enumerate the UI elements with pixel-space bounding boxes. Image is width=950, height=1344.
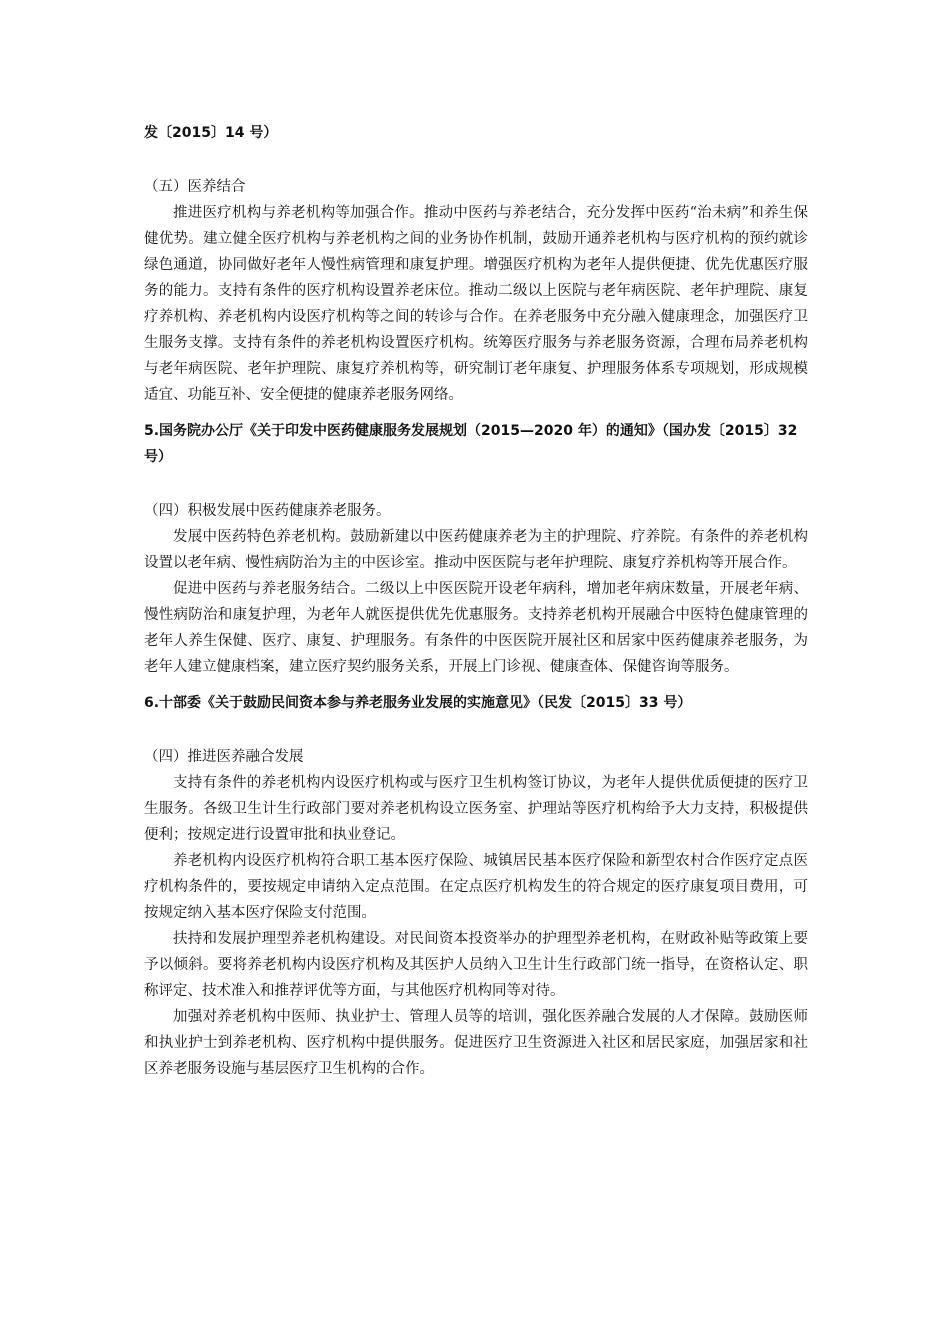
paragraph: 支持有条件的养老机构内设医疗机构或与医疗卫生机构签订协议，为老年人提供优质便捷的医疗卫生服务。各级卫生计生行政部门要对养老机构设立医务室、护理站等医疗机构给予大力支持，积极提供便利；按规定进行设置审批和执业登记。 bbox=[144, 775, 808, 843]
spacer bbox=[144, 408, 808, 418]
document-page bbox=[144, 120, 808, 1082]
section-heading: 发〔2015〕14 号） bbox=[144, 125, 278, 141]
spacer bbox=[144, 680, 808, 690]
sub-heading: （四）积极发展中医药健康养老服务。 bbox=[144, 503, 391, 519]
sub-heading: （五）医养结合 bbox=[144, 179, 246, 195]
paragraph: 扶持和发展护理型养老机构建设。对民间资本投资举办的护理型养老机构，在财政补贴等政策上要予以倾斜。要将养老机构内设医疗机构及其医护人员纳入卫生计生行政部门统一指导，在资格认定、职称评定、技术准入和推荐评优等方面，与其他医疗机构同等对待。 bbox=[144, 931, 808, 999]
paragraph: 发展中医药特色养老机构。鼓励新建以中医药健康养老为主的护理院、疗养院。有条件的养老机构设置以老年病、慢性病防治为主的中医诊室。推动中医医院与老年护理院、康复疗养机构等开展合作。 bbox=[144, 529, 808, 571]
paragraph: 加强对养老机构中医师、执业护士、管理人员等的培训，强化医养融合发展的人才保障。鼓励医师和执业护士到养老机构、医疗机构中提供服务。促进医疗卫生资源进入社区和居民家庭，加强居家和社区养老服务设施与基层医疗卫生机构的合作。 bbox=[144, 1009, 808, 1077]
spacer bbox=[144, 470, 808, 498]
paragraph: 促进中医药与养老服务结合。二级以上中医医院开设老年病科，增加老年病床数量，开展老年病、慢性病防治和康复护理，为老年人就医提供优先优惠服务。支持养老机构开展融合中医特色健康管理的老年人养生保健、医疗、康复、护理服务。有条件的中医医院开展社区和居家中医药健康养老服务，为老年人建立健康档案，建立医疗契约服务关系，开展上门诊视、健康查体、保健咨询等服务。 bbox=[144, 581, 808, 675]
paragraph: 推进医疗机构与养老机构等加强合作。推动中医药与养老结合，充分发挥中医药“治未病”和养生保健优势。建立健全医疗机构与养老机构之间的业务协作机制，鼓励开通养老机构与医疗机构的预约就诊绿色通道，协同做好老年人慢性病管理和康复护理。增强医疗机构为老年人提供便捷、优先优惠医疗服务的能力。支持有条件的医疗机构设置养老床位。推动二级以上医院与老年病医院、老年护理院、康复疗养机构、养老机构内设医疗机构等之间的转诊与合作。在养老服务中充分融入健康理念，加强医疗卫生服务支撑。支持有条件的养老机构设置医疗机构。统筹医疗服务与养老服务资源，合理布局养老机构与老年病医院、老年护理院、康复疗养机构等，研究制订老年康复、护理服务体系专项规划，形成规模适宜、功能互补、安全便捷的健康养老服务网络。 bbox=[144, 205, 808, 403]
spacer bbox=[144, 146, 808, 174]
sub-heading: （四）推进医养融合发展 bbox=[144, 749, 304, 765]
paragraph: 养老机构内设医疗机构符合职工基本医疗保险、城镇居民基本医疗保险和新型农村合作医疗定点医疗机构条件的，要按规定申请纳入定点范围。在定点医疗机构发生的符合规定的医疗康复项目费用，可按规定纳入基本医疗保险支付范围。 bbox=[144, 853, 808, 921]
section-heading: 6.十部委《关于鼓励民间资本参与养老服务业发展的实施意见》（民发〔2015〕33 号） bbox=[144, 695, 692, 711]
spacer bbox=[144, 716, 808, 744]
section-heading: 5.国务院办公厅《关于印发中医药健康服务发展规划（2015—2020 年）的通知》（国办发〔2015〕32 号） bbox=[144, 423, 798, 465]
